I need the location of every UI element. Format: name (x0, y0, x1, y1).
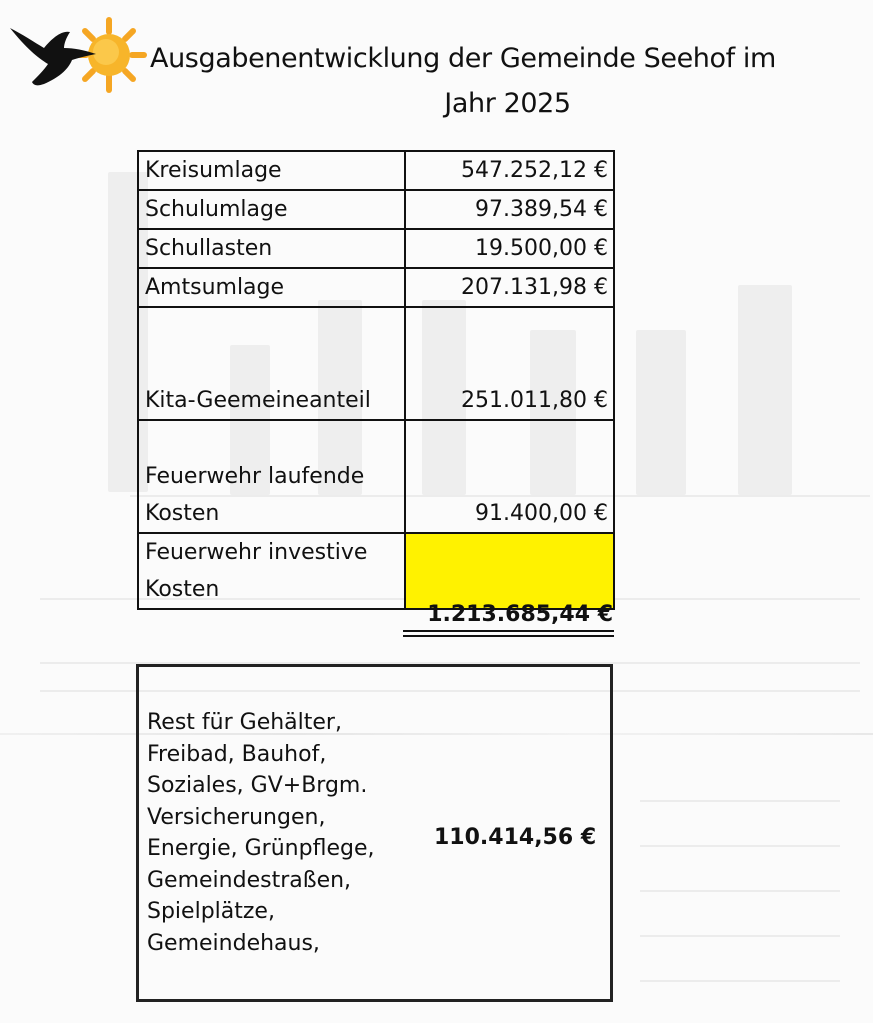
row-value: 97.389,54 € (405, 190, 614, 229)
bird-and-sun-logo (8, 14, 148, 98)
list-item: Freibad, Bauhof, (147, 741, 327, 767)
table-row (138, 268, 614, 307)
row-label-line-1: Feuerwehr investive (145, 540, 368, 565)
row-label: Schulumlage (138, 190, 405, 229)
table-row (138, 229, 614, 268)
highlighted-empty-value-cell (405, 533, 614, 609)
table-row (138, 190, 614, 229)
row-label-line-2: Kosten (145, 577, 220, 602)
row-label: Kreisumlage (138, 151, 405, 190)
row-value: 251.011,80 € (405, 307, 614, 420)
row-label: Schullasten (138, 229, 405, 268)
row-value: 547.252,12 € (405, 151, 614, 190)
list-item: Gemeindestraßen, (147, 867, 352, 893)
table-row (138, 151, 614, 190)
list-item: Gemeindehaus, (147, 930, 320, 956)
row-value: 207.131,98 € (405, 268, 614, 307)
list-item: Rest für Gehälter, (147, 710, 342, 735)
row-value: 19.500,00 € (405, 229, 614, 268)
row-label-line-2: Kosten (145, 501, 220, 526)
total-double-underline-bottom (403, 635, 614, 637)
remaining-budget-box (136, 664, 613, 1002)
total-sum: 1.213.685,44 € (427, 602, 613, 627)
remaining-amount: 110.414,56 € (434, 825, 597, 850)
remaining-items-list (147, 707, 374, 959)
list-item: Versicherungen, (147, 804, 326, 830)
row-label: Kita-Geemeineanteil (138, 307, 405, 420)
row-value: 91.400,00 € (405, 420, 614, 533)
table-row (138, 533, 614, 609)
row-label: Amtsumlage (138, 268, 405, 307)
row-label (138, 533, 405, 609)
title-line-2: Jahr 2025 (444, 88, 571, 119)
row-label (138, 420, 405, 533)
list-item: Energie, Grünpflege, (147, 836, 375, 861)
table-row (138, 420, 614, 533)
title-line-1: Ausgabenentwicklung der Gemeinde Seehof im (150, 43, 776, 74)
row-label-line-1: Feuerwehr laufende (145, 464, 365, 489)
expenses-table (137, 150, 615, 610)
page-title (150, 36, 873, 126)
list-item: Spielplätze, (147, 899, 275, 924)
table-row (138, 307, 614, 420)
total-double-underline-top (403, 630, 614, 632)
list-item: Soziales, GV+Brgm. (147, 773, 368, 798)
